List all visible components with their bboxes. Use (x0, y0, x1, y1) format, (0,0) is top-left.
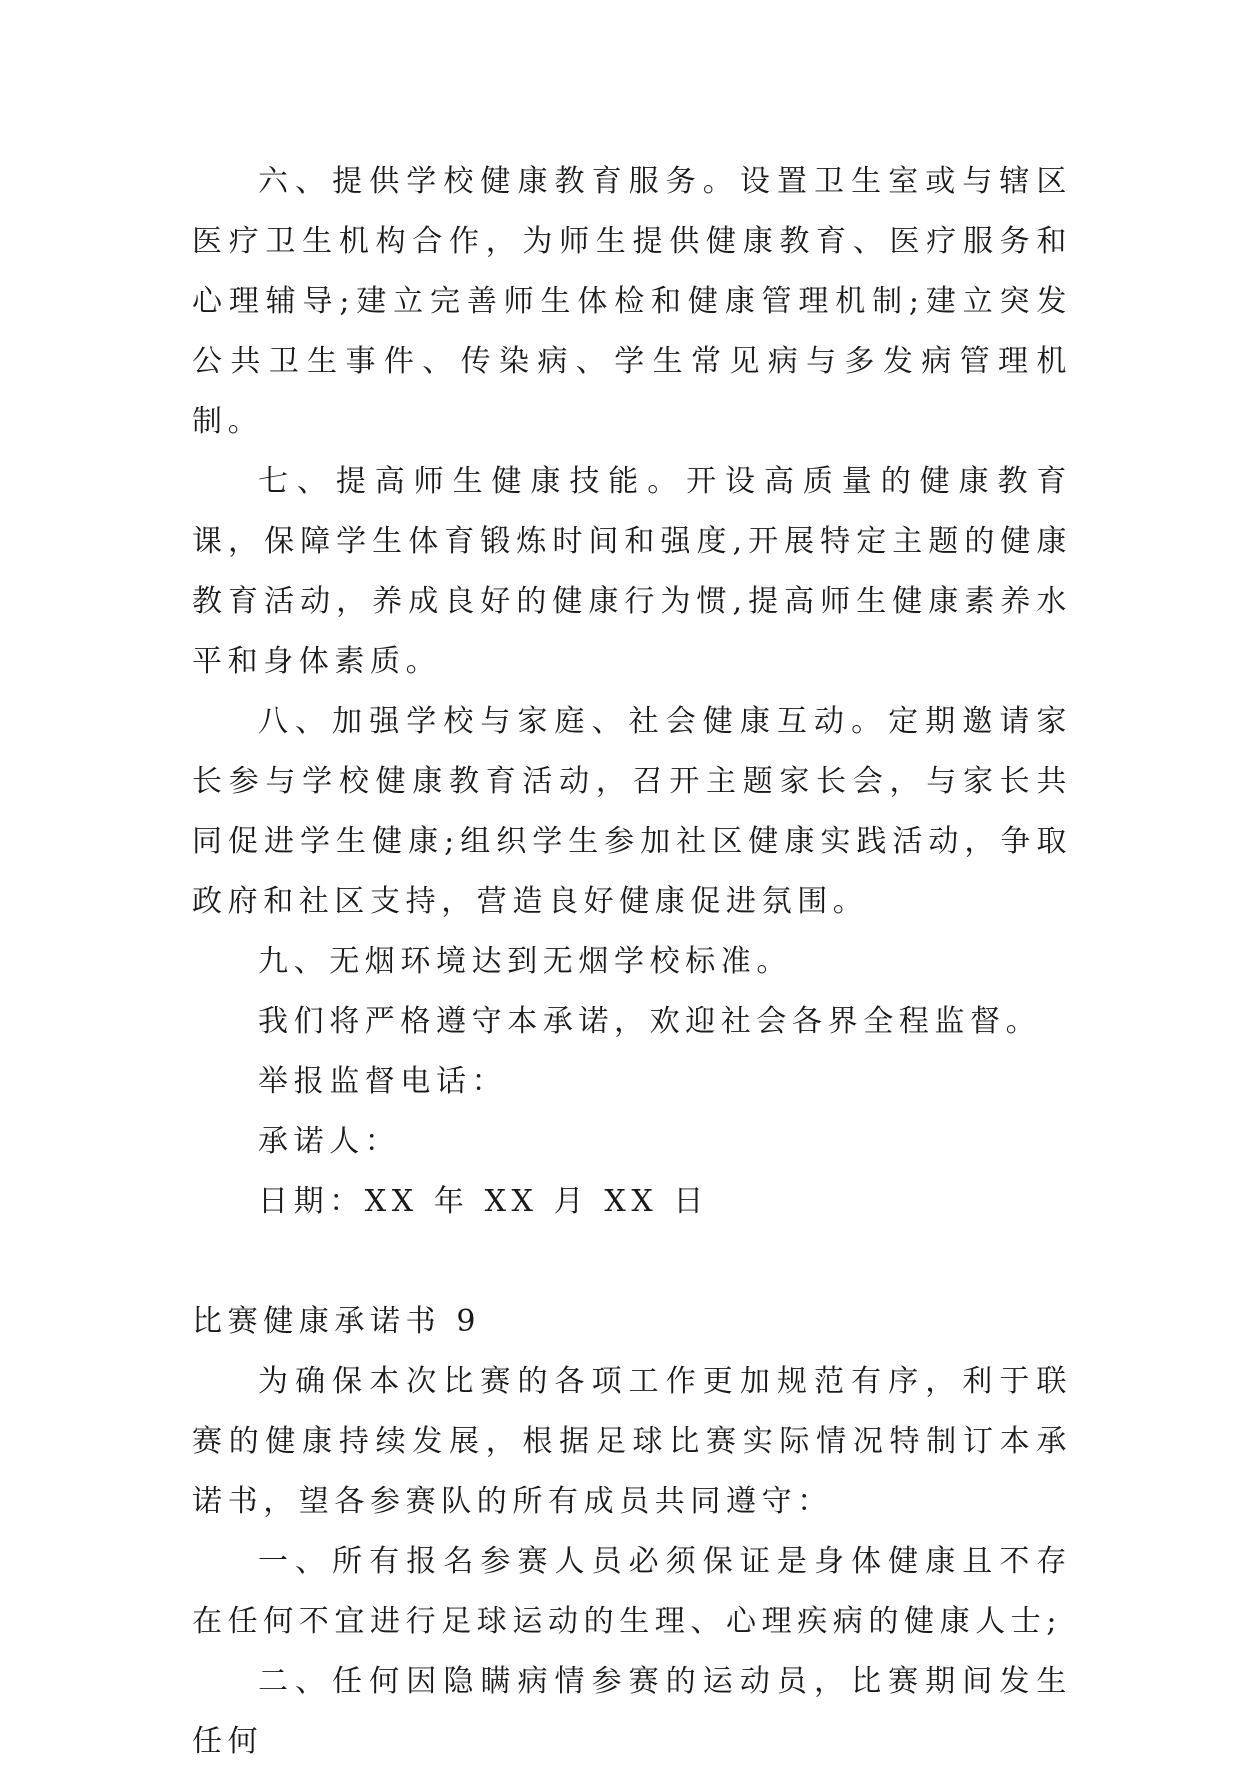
paragraph-item-8: 八、加强学校与家庭、社会健康互动。定期邀请家长参与学校健康教育活动，召开主题家长会，与家长共同促进学生健康;组织学生参加社区健康实践活动，争取政府和社区支持，营造良好健康促进氛围。 (192, 704, 1072, 919)
promisor-label: 承诺人： (258, 1124, 401, 1159)
paragraph-item-7: 七、提高师生健康技能。开设高质量的健康教育课，保障学生体育锻炼时间和强度,开展特定主题的健康教育活动，养成良好的健康行为惯,提高师生健康素养水平和身体素质。 (192, 464, 1072, 679)
paragraph-item-9: 九、无烟环境达到无烟学校标准。 (258, 944, 792, 979)
intro-paragraph: 为确保本次比赛的各项工作更加规范有序，利于联赛的健康持续发展，根据足球比赛实际情况特制订本承诺书，望各参赛队的所有成员共同遵守： (192, 1364, 1072, 1519)
rule-item-1: 一、所有报名参赛人员必须保证是身体健康且不存在任何不宜进行足球运动的生理、心理疾病的健康人士; (192, 1544, 1072, 1639)
section-heading: 比赛健康承诺书 9 (192, 1304, 482, 1339)
document-body (192, 152, 1072, 1772)
report-phone-label: 举报监督电话： (258, 1064, 508, 1099)
commitment-statement: 我们将严格遵守本承诺，欢迎社会各界全程监督。 (258, 1004, 1042, 1039)
date-line: 日期：XX 年 XX 月 XX 日 (258, 1184, 710, 1219)
paragraph-item-6: 六、提供学校健康教育服务。设置卫生室或与辖区医疗卫生机构合作，为师生提供健康教育、医疗服务和心理辅导;建立完善师生体检和健康管理机制;建立突发公共卫生事件、传染病、学生常见病与多发病管理机制。 (192, 164, 1072, 439)
rule-item-2: 二、任何因隐瞒病情参赛的运动员，比赛期间发生任何 (192, 1664, 1072, 1759)
